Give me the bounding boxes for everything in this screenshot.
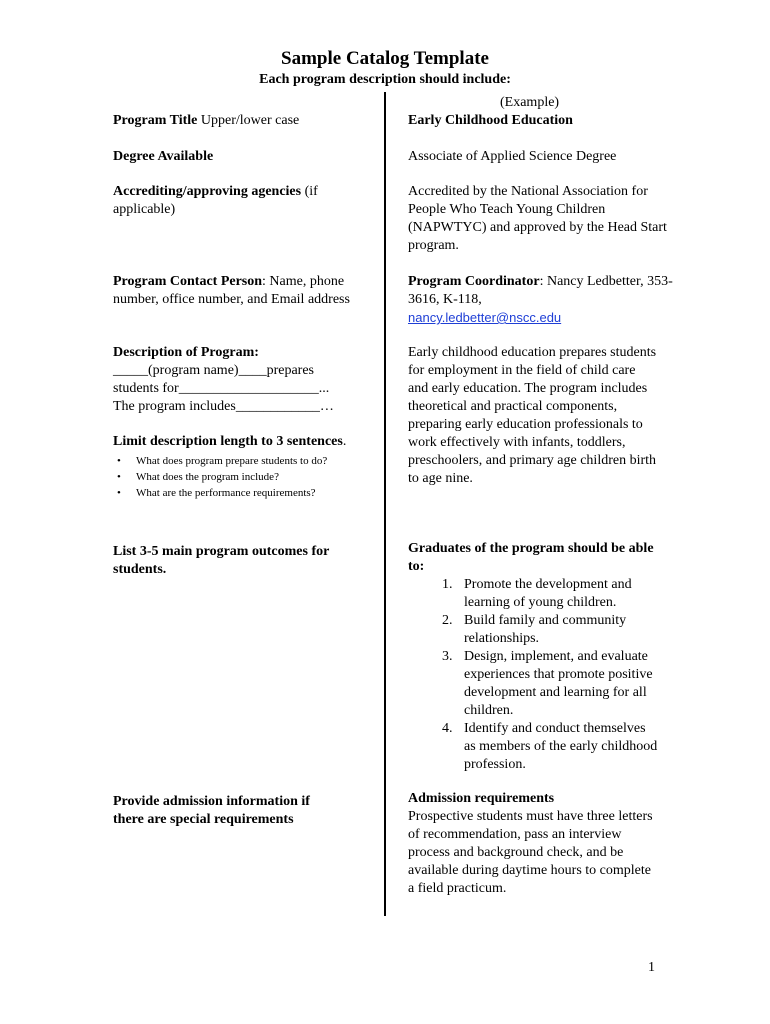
outcomes-list bbox=[408, 576, 658, 774]
limit-note bbox=[113, 433, 375, 451]
accrediting-label bbox=[113, 183, 375, 219]
admission-label: Provide admission information if there are special requirements bbox=[113, 794, 310, 827]
program-title-example: Early Childhood Education bbox=[408, 113, 573, 128]
list-item: • What does program prepare students to do? bbox=[113, 453, 375, 469]
page-subtitle: Each program description should include: bbox=[259, 72, 511, 87]
list-item bbox=[408, 720, 658, 774]
limit-note-bold: Limit description length to 3 sentences bbox=[113, 434, 343, 449]
degree-label: Degree Available bbox=[113, 149, 214, 164]
admission-body: Prospective students must have three letters of recommendation, pass an interview process and background check, and be available during daytime hours to complete a field practicum. bbox=[408, 809, 653, 896]
description-line-1: _____(program name)____prepares bbox=[113, 363, 314, 378]
column-divider bbox=[384, 92, 386, 916]
list-item bbox=[408, 648, 658, 720]
description-line-2: students for____________________... bbox=[113, 381, 330, 396]
outcome-number: 4. bbox=[442, 721, 453, 736]
outcome-text: Promote the development and learning of young children. bbox=[464, 577, 632, 610]
contact-label bbox=[113, 273, 375, 309]
program-title-note: Upper/lower case bbox=[197, 113, 300, 128]
contact-bold: Program Contact Person bbox=[113, 274, 263, 289]
list-item bbox=[408, 612, 658, 648]
contact-note: : Name, phone number, office number, and Email address bbox=[113, 274, 350, 307]
example-label: (Example) bbox=[500, 95, 560, 110]
accrediting-example: Accredited by the National Association for People Who Teach Young Children (NAPWTYC) and approved by the Head Start program. bbox=[408, 184, 667, 253]
outcomes-heading: Graduates of the program should be able to: bbox=[408, 541, 654, 574]
contact-example bbox=[408, 273, 673, 328]
outcome-text: Build family and community relationships. bbox=[464, 613, 627, 646]
description-line-3: The program includes____________… bbox=[113, 399, 334, 414]
admission-heading: Admission requirements bbox=[408, 791, 555, 806]
coordinator-email-link[interactable]: nancy.ledbetter@nscc.edu bbox=[408, 310, 562, 325]
accrediting-note: (if applicable) bbox=[113, 184, 318, 217]
page-number: 1 bbox=[648, 960, 655, 975]
degree-example: Associate of Applied Science Degree bbox=[408, 149, 617, 164]
list-item bbox=[408, 576, 658, 612]
question-list bbox=[113, 453, 375, 501]
list-item: • What does the program include? bbox=[113, 469, 375, 485]
outcomes-example bbox=[408, 540, 658, 774]
accrediting-bold: Accrediting/approving agencies bbox=[113, 184, 302, 199]
outcome-number: 2. bbox=[442, 613, 453, 628]
page-title: Sample Catalog Template bbox=[281, 48, 489, 69]
outcome-number: 1. bbox=[442, 577, 453, 592]
outcome-text: Identify and conduct themselves as members of the early childhood profession. bbox=[464, 721, 658, 772]
program-title-bold: Program Title bbox=[113, 113, 198, 128]
description-block bbox=[113, 344, 375, 501]
outcome-number: 3. bbox=[442, 649, 453, 664]
coordinator-details: : Nancy Ledbetter, 353-3616, K-118, bbox=[408, 274, 673, 307]
outcome-text: Design, implement, and evaluate experiences that promote positive development and learning for all children. bbox=[464, 649, 653, 718]
list-item: • What are the performance requirements? bbox=[113, 485, 375, 501]
description-example: Early childhood education prepares students for employment in the field of child care and early education. The program includes theoretical and practical components, preparing early education professionals to work effectively with infants, toddlers, preschoolers, and primary age children birth to age nine. bbox=[408, 345, 657, 486]
program-title-label bbox=[113, 112, 375, 130]
description-heading: Description of Program: bbox=[113, 345, 259, 360]
outcomes-label: List 3-5 main program outcomes for students. bbox=[113, 544, 330, 577]
admission-example bbox=[408, 790, 658, 898]
coordinator-bold: Program Coordinator bbox=[408, 274, 540, 289]
limit-note-period: . bbox=[342, 434, 347, 449]
